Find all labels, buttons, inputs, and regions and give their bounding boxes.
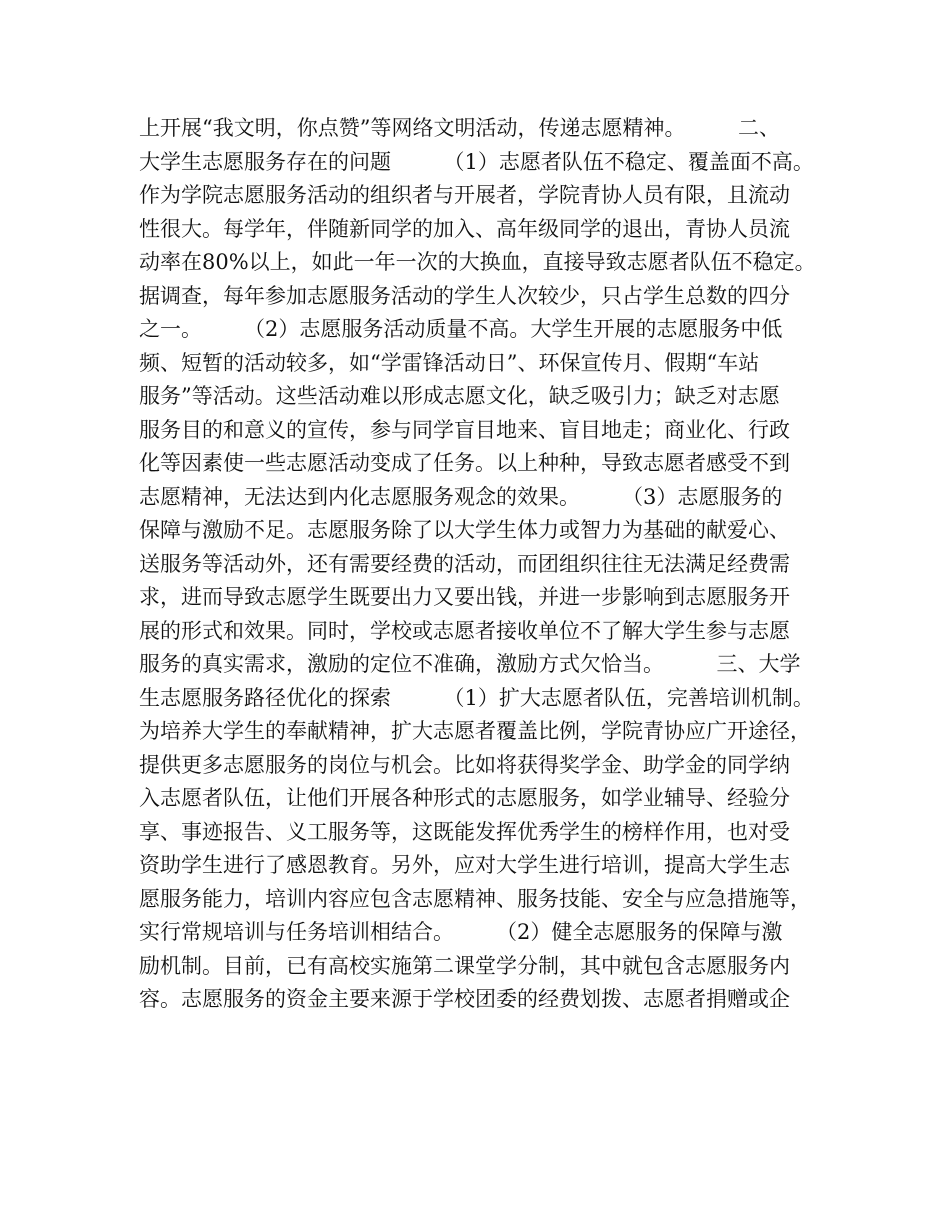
text-line: 上开展“我文明，你点赞”等网络文明活动，传递志愿精神。 二、 [139, 116, 780, 140]
text-line: 生志愿服务路径优化的探索 （1）扩大志愿者队伍，完善培训机制。 [139, 685, 814, 710]
text-line: 服务的真实需求，激励的定位不准确，激励方式欠恰当。 三、大学 [139, 652, 801, 676]
text-line: 送服务等活动外，还有需要经费的活动，而团组织往往无法满足经费需 [139, 551, 790, 576]
text-line: 频、短暂的活动较多，如“学雷锋活动日”、环保宣传月、假期“车站 [139, 350, 760, 375]
text-line: 资助学生进行了感恩教育。另外，应对大学生进行培训，提高大学生志 [139, 853, 790, 877]
text-line: 大学生志愿服务存在的问题 （1）志愿者队伍不稳定、覆盖面不高。 [139, 149, 814, 174]
text-line: 求，进而导致志愿学生既要出力又要出钱，并进一步影响到志愿服务开 [139, 585, 790, 609]
body-text [139, 112, 829, 1017]
text-line: 入志愿者队伍，让他们开展各种形式的志愿服务，如学业辅导、经验分 [139, 786, 790, 810]
text-line: 实行常规培训与任务培训相结合。 （2）健全志愿服务的保障与激 [139, 920, 783, 944]
text-line: 作为学院志愿服务活动的组织者与开展者，学院青协人员有限，且流动 [139, 183, 790, 207]
text-line: 动率在80%以上，如此一年一次的大换血，直接导致志愿者队伍不稳定。 [139, 250, 816, 274]
text-line: 服务”等活动。这些活动难以形成志愿文化，缺乏吸引力；缺乏对志愿 [139, 384, 780, 408]
text-line: 化等因素使一些志愿活动变成了任务。以上种种，导致志愿者感受不到 [139, 451, 790, 475]
text-line: 展的形式和效果。同时，学校或志愿者接收单位不了解大学生参与志愿 [139, 618, 790, 643]
text-line: 为培养大学生的奉献精神，扩大志愿者覆盖比例，学院青协应广开途径， [139, 719, 811, 743]
text-line: 之一。 （2）志愿服务活动质量不高。大学生开展的志愿服务中低 [139, 317, 783, 341]
text-line: 服务目的和意义的宣传，参与同学盲目地来、盲目地走；商业化、行政 [139, 417, 790, 442]
text-line: 享、事迹报告、义工服务等，这既能发挥优秀学生的榜样作用，也对受 [139, 819, 790, 844]
text-line: 容。志愿服务的资金主要来源于学校团委的经费划拨、志愿者捐赠或企 [139, 987, 790, 1011]
text-line: 励机制。目前，已有高校实施第二课堂学分制，其中就包含志愿服务内 [139, 953, 790, 978]
text-line: 性很大。每学年，伴随新同学的加入、高年级同学的退出，青协人员流 [139, 216, 790, 241]
text-line: 愿服务能力，培训内容应包含志愿精神、服务技能、安全与应急措施等， [139, 886, 811, 911]
text-line: 保障与激励不足。志愿服务除了以大学生体力或智力为基础的献爱心、 [139, 518, 790, 542]
text-line: 据调查，每年参加志愿服务活动的学生人次较少，只占学生总数的四分 [139, 283, 790, 308]
text-line: 提供更多志愿服务的岗位与机会。比如将获得奖学金、助学金的同学纳 [139, 752, 790, 777]
text-line: 志愿精神，无法达到内化志愿服务观念的效果。 （3）志愿服务的 [139, 484, 783, 509]
